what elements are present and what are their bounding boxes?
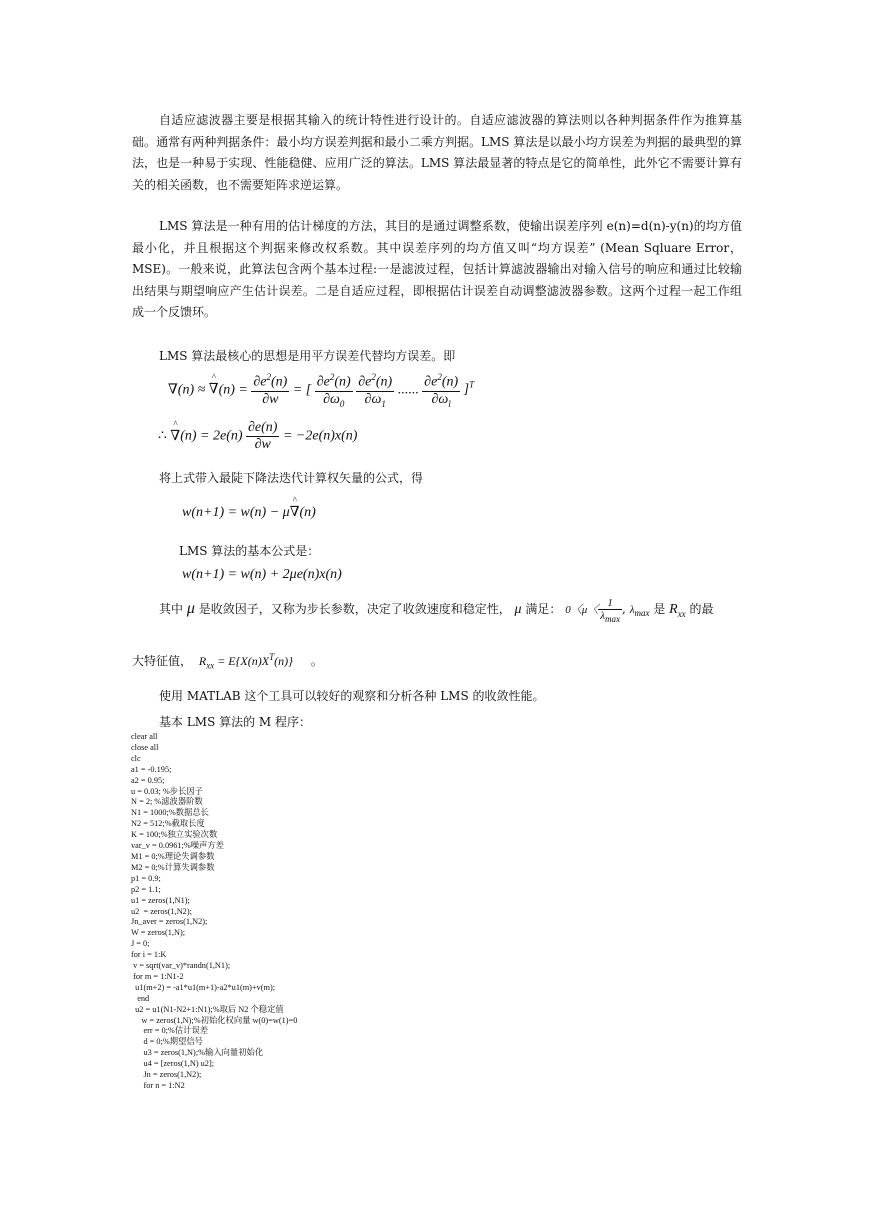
code-line: u1(m+2) = -a1*u1(m+1)-a2*u1(m)+v(m);: [131, 982, 276, 992]
code-line: u4 = [zeros(1,N) u2];: [131, 1059, 215, 1069]
mu-text-b: 是收敛因子，又称为步长参数，决定了收敛速度和稳定性，: [198, 602, 511, 617]
max-eigenvalue-line: 大特征值， $R_{xx} = E\{X(n)X^T(n)\}$ 。: [132, 652, 323, 671]
code-line: N1 = 1000;%数据总长: [131, 808, 209, 818]
code-line: for i = 1:K: [131, 950, 167, 960]
code-line: u1 = zeros(1,N1);: [131, 895, 190, 905]
code-line: Jn_aver = zeros(1,N2);: [131, 917, 208, 927]
code-line: N2 = 512;%截取长度: [131, 819, 205, 829]
paragraph-lms-core-idea: LMS 算法最核心的思想是用平方误差代替均方误差。即: [159, 349, 456, 363]
paragraph-m-program: 基本 LMS 算法的 M 程序：: [159, 715, 312, 729]
code-line: M1 = 0;%理论失调参数: [131, 851, 215, 861]
mu-text-d: 是: [653, 602, 666, 617]
code-line: a2 = 0.95;: [131, 775, 165, 785]
equation-gradient-result: ∴ ∇ ^ (n) = 2e(n) $\frac{\partial e(n)}{\partial w}$ = −2e(n)x(n): [158, 418, 358, 452]
code-line: w = zeros(1,N);%初始化权向量 w(0)=w(1)=0: [131, 1015, 298, 1025]
code-line: a1 = -0.195;: [131, 764, 172, 774]
code-line: d = 0;%期望信号: [131, 1037, 203, 1047]
code-line: u = 0.03; %步长因子: [131, 786, 203, 796]
code-line: var_v = 0.0961;%噪声方差: [131, 841, 224, 851]
code-line: J = 0;: [131, 939, 150, 949]
text-substitute: 将上式带入最陡下降法迭代计算权矢量的公式，得: [159, 471, 424, 485]
code-line: Jn = zeros(1,N2);: [131, 1070, 202, 1080]
paragraph-intro: 自适应滤波器主要是根据其输入的统计特性进行设计的。自适应滤波器的算法则以各种判据条件作为推算基础。通常有两种判据条件：最小均方误差判据和最小二乘方判据。LMS 算法是以最小均方误差为判据的最典型的算法，也是一种易于实现、性能稳健、应用广泛的算法。LMS 算法最显著的特点是它的简单性，此外它不需要计算有关的相关函数，也不需要矩阵求逆运算。: [132, 113, 742, 192]
mu-text-c: 满足：: [525, 602, 562, 617]
code-line: W = zeros(1,N);: [131, 928, 186, 938]
max-text: 大特征值，: [132, 654, 193, 668]
code-line: N = 2; %滤波器阶数: [131, 797, 203, 807]
code-line: for n = 1:N2: [131, 1081, 185, 1090]
code-line: end: [131, 993, 150, 1003]
paragraph-lms-gradient: LMS 算法是一种有用的估计梯度的方法，其目的是通过调整系数，使输出误差序列 e(n)=d(n)-y(n)的均方值最小化，并且根据这个判据来修改权系数。其中误差序列的均方值又叫“均方误差” (Mean Sqluare Error，MSE)。一般来说，此算法包含两个基本过程:一是滤波过程，包括计算滤波器输出对输入信号的响应和通过比较输出结果与期望响应产生估计误差。二是自适应过程，即根据估计误差自动调整滤波器参数。这两个过程一起工作组成一个反馈环。: [132, 219, 742, 319]
code-line: u2 = u1(N1-N2+1:N1);%取后 N2 个稳定值: [131, 1004, 284, 1014]
paragraph-matlab: 使用 MATLAB 这个工具可以较好的观察和分析各种 LMS 的收敛性能。: [159, 689, 545, 703]
matlab-code-block: [131, 732, 297, 1092]
code-line: clear all: [131, 732, 158, 741]
code-line: u3 = zeros(1,N);%输入向量初始化: [131, 1048, 264, 1058]
code-line: p2 = 1.1;: [131, 884, 161, 894]
code-line: M2 = 0;%计算失调参数: [131, 862, 215, 872]
code-line: u2 = zeros(1,N2);: [131, 906, 192, 916]
code-line: p1 = 0.9;: [131, 873, 161, 883]
equation-steepest-descent: w(n+1) = w(n) − μ∇ ^ (n): [182, 495, 316, 520]
equation-lms-update: w(n+1) = w(n) + 2μe(n)x(n): [182, 567, 342, 582]
period: 。: [310, 654, 323, 668]
code-line: clc: [131, 753, 141, 763]
equation-gradient-estimate: ∇(n) ≈ ∇ ^ (n) = $\frac{\partial e^2(n)}{\partial w}$ = [ $\frac{\partial e^2(n)}{\partial\omega_0}$ $\frac{\partial e^2(n)}{\partial\omega_1}$ ...... $\frac{\partial e^2(n)}{\partial\omega_l}$ ]$^T$: [168, 372, 475, 409]
code-line: K = 100;%独立实验次数: [131, 830, 218, 840]
text-basic-formula: LMS 算法的基本公式是：: [179, 544, 320, 558]
code-line: for m = 1:N1-2: [131, 971, 184, 981]
mu-text-e: 的最: [689, 602, 714, 617]
code-line: v = sqrt(var_v)*randn(1,N1);: [131, 961, 231, 971]
mu-text-a: 其中: [159, 602, 184, 617]
code-line: close all: [131, 742, 159, 752]
step-size-description: 其中 μ 是收敛因子，又称为步长参数，决定了收敛速度和稳定性， μ 满足： 0〈μ〈 $\frac{1}{\lambda_{max}}$ , $\lambda_{max}$ 是 $R_{xx}$ 的最: [159, 597, 714, 625]
code-line: err = 0;%估计误差: [131, 1026, 209, 1036]
